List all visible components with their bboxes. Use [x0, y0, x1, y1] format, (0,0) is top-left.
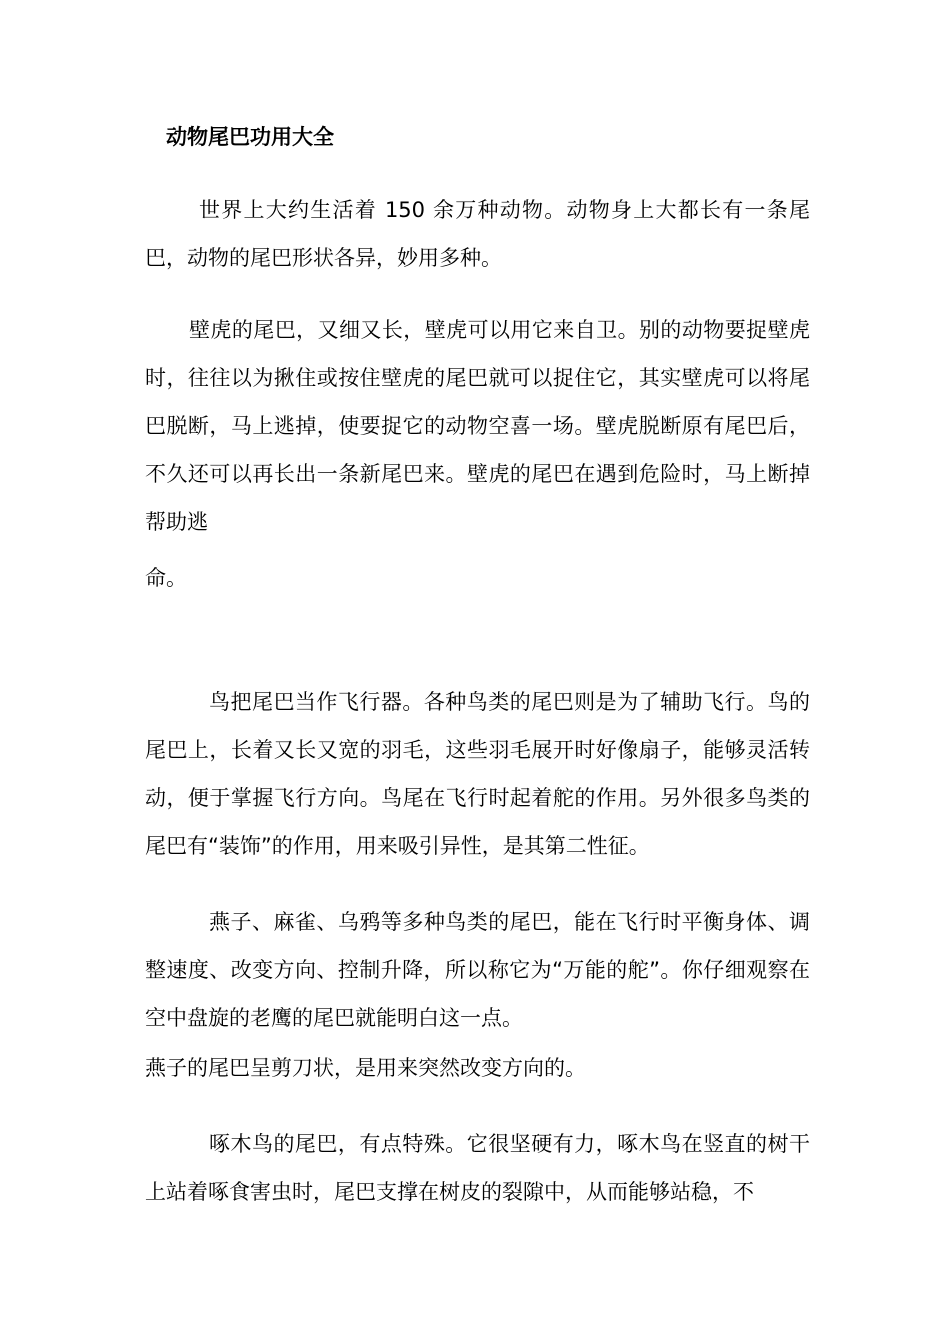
document-title: 动物尾巴功用大全	[166, 125, 334, 149]
paragraph-intro: 世界上大约生活着 150 余万种动物。动物身上大都长有一条尾巴，动物的尾巴形状各异，妙用多种。	[145, 198, 810, 270]
paragraph-gecko-end: 命。	[145, 566, 187, 590]
paragraph-gecko: 壁虎的尾巴，又细又长，壁虎可以用它来自卫。别的动物要捉壁虎时，往往以为揪住或按住壁虎的尾巴就可以捉住它，其实壁虎可以将尾巴脱断，马上逃掉，使要捉它的动物空喜一场。壁虎脱断原有尾巴后，不久还可以再长出一条新尾巴来。壁虎的尾巴在遇到危险时，马上断掉帮助逃	[145, 318, 810, 534]
paragraph-swallow-tail: 燕子的尾巴呈剪刀状，是用来突然改变方向的。	[145, 1056, 586, 1080]
paragraph-swallow: 燕子、麻雀、乌鸦等多种鸟类的尾巴，能在飞行时平衡身体、调整速度、改变方向、控制升降，所以称它为“万能的舵”。你仔细观察在空中盘旋的老鹰的尾巴就能明白这一点。	[145, 910, 810, 1030]
paragraph-woodpecker: 啄木鸟的尾巴，有点特殊。它很坚硬有力，啄木鸟在竖直的树干上站着啄食害虫时，尾巴支撑在树皮的裂隙中，从而能够站稳，不	[145, 1132, 810, 1204]
paragraph-bird: 鸟把尾巴当作飞行器。各种鸟类的尾巴则是为了辅助飞行。鸟的尾巴上，长着又长又宽的羽毛，这些羽毛展开时好像扇子，能够灵活转动，便于掌握飞行方向。鸟尾在飞行时起着舵的作用。另外很多鸟类的尾巴有“装饰”的作用，用来吸引异性，是其第二性征。	[145, 690, 810, 858]
